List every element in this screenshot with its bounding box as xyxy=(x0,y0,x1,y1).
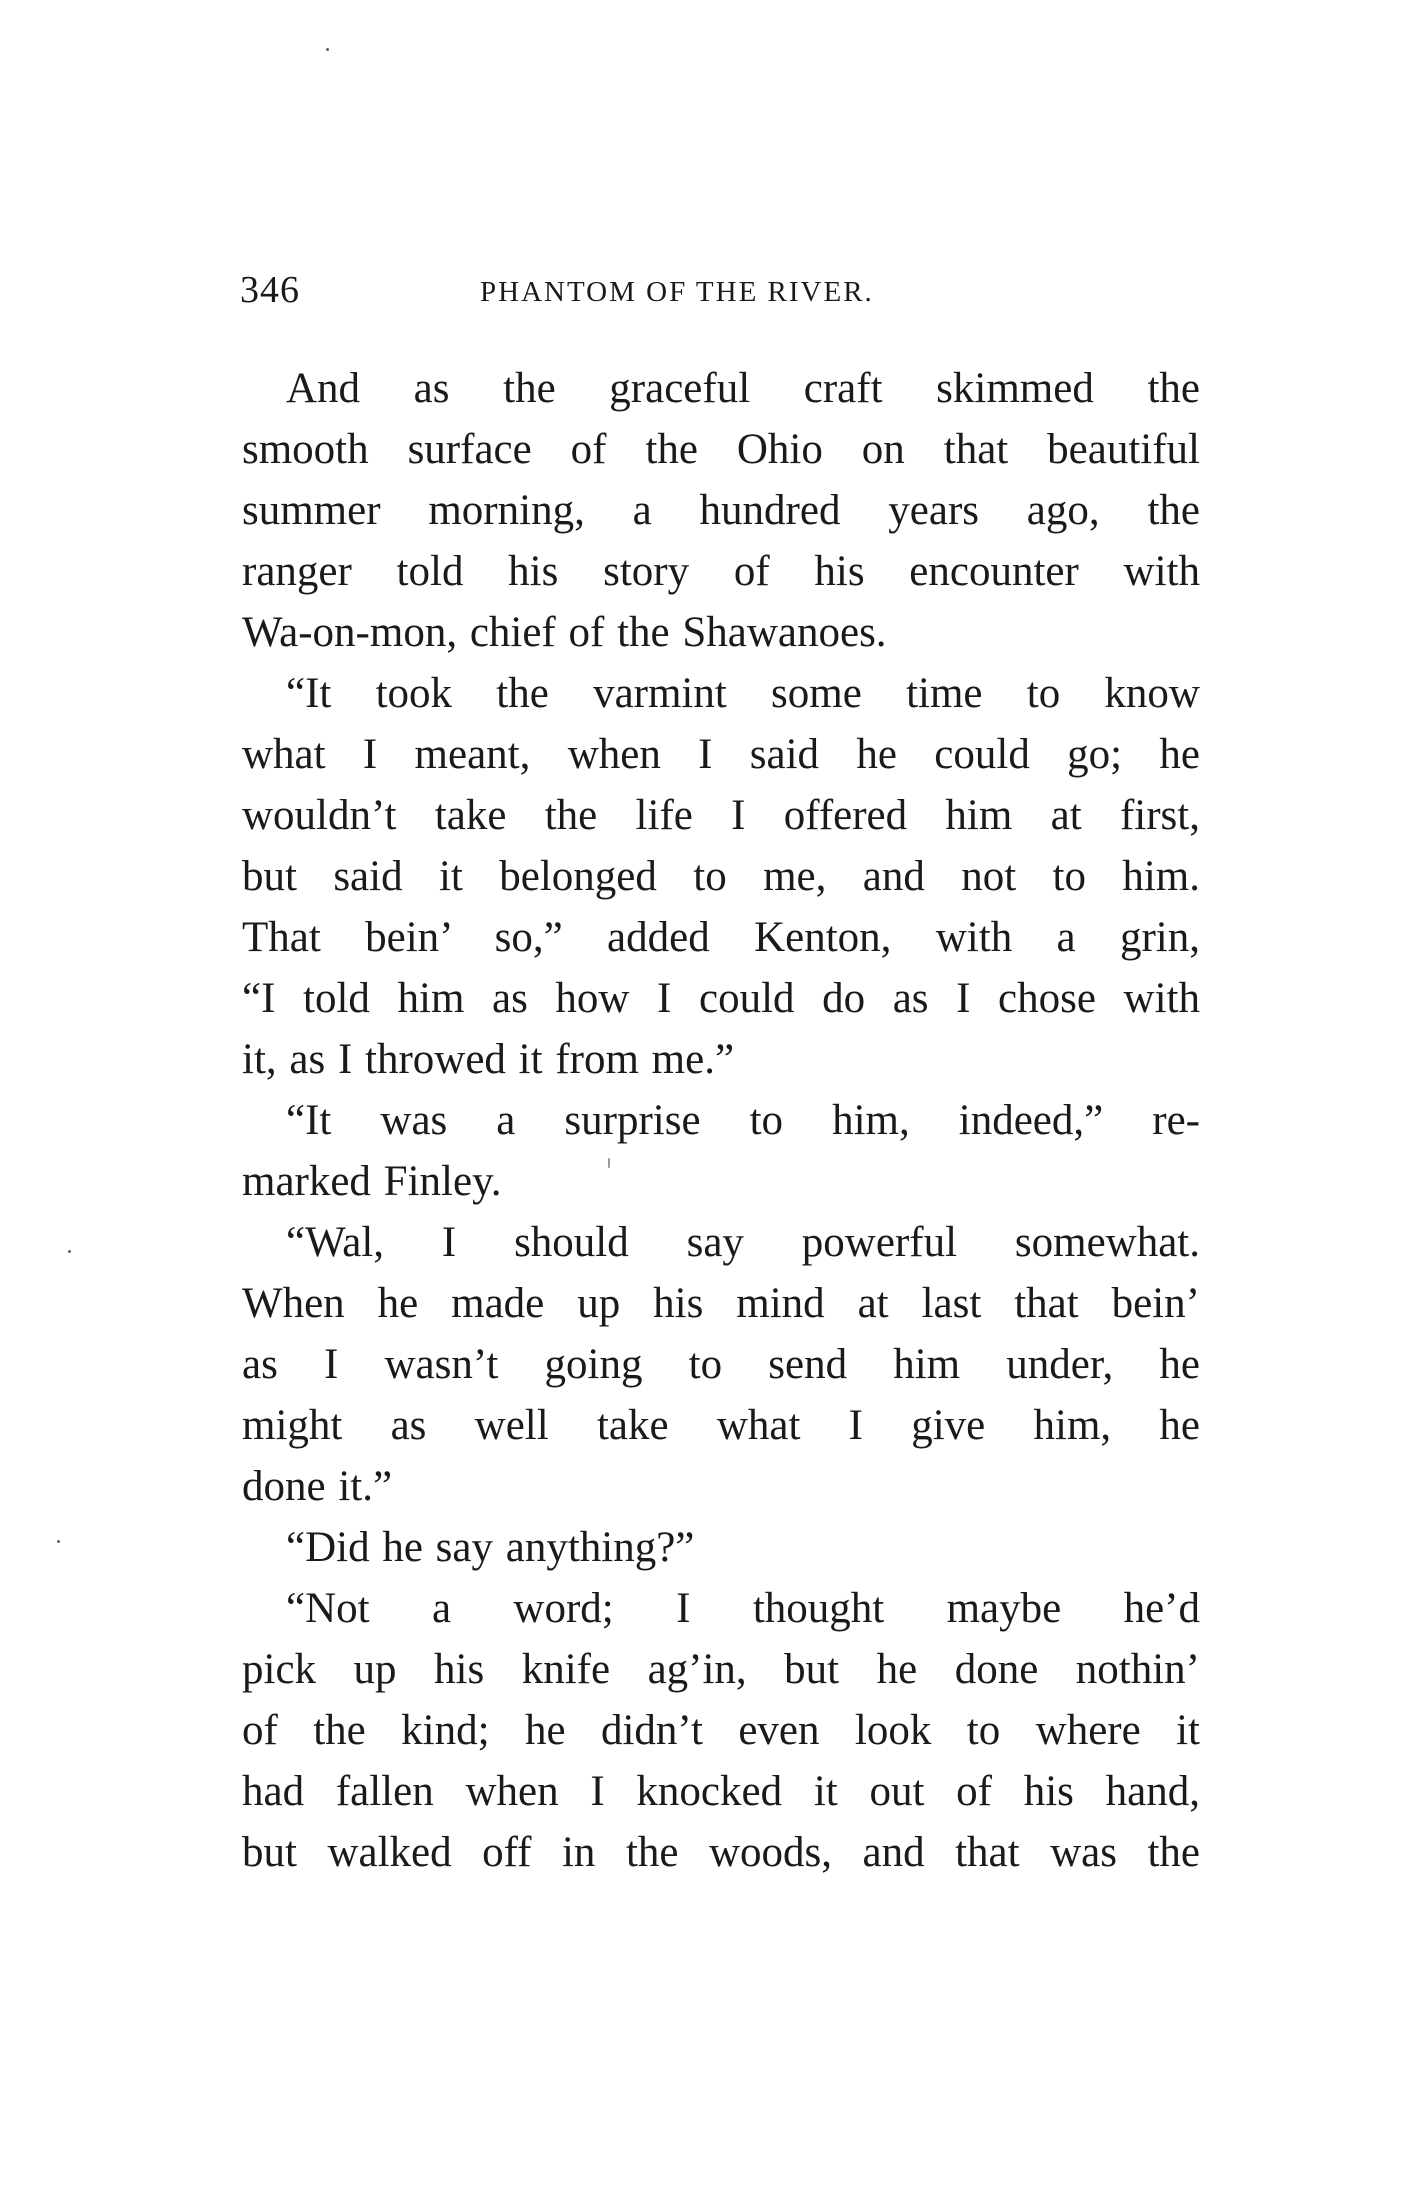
text-line: as I wasn’t going to send him under, he xyxy=(242,1341,1200,1388)
text-line: And as the graceful craft skimmed the xyxy=(286,365,1200,412)
paper-speck xyxy=(57,1540,60,1543)
text-line: but said it belonged to me, and not to him. xyxy=(242,853,1200,900)
text-line: “Wal, I should say powerful somewhat. xyxy=(286,1219,1200,1266)
text-line: “I told him as how I could do as I chose with xyxy=(242,975,1200,1022)
text-line: smooth surface of the Ohio on that beautiful xyxy=(242,426,1200,473)
running-head xyxy=(240,268,1200,318)
text-line: That bein’ so,” added Kenton, with a grin, xyxy=(242,914,1200,961)
text-line: “It was a surprise to him, indeed,” re- xyxy=(286,1097,1200,1144)
text-line: “Did he say anything?” xyxy=(286,1524,695,1571)
text-line: had fallen when I knocked it out of his hand, xyxy=(242,1768,1200,1815)
page-number: 346 xyxy=(240,269,300,311)
text-line: ranger told his story of his encounter with xyxy=(242,548,1200,595)
text-line: “Not a word; I thought maybe he’d xyxy=(286,1585,1200,1632)
paper-speck xyxy=(326,48,329,51)
body-text xyxy=(242,358,1200,1883)
text-line: might as well take what I give him, he xyxy=(242,1402,1200,1449)
text-line: When he made up his mind at last that bein’ xyxy=(242,1280,1200,1327)
text-line: pick up his knife ag’in, but he done nothin’ xyxy=(242,1646,1200,1693)
text-line: what I meant, when I said he could go; he xyxy=(242,731,1200,778)
text-line: Wa-on-mon, chief of the Shawanoes. xyxy=(242,609,887,656)
running-title: PHANTOM OF THE RIVER. xyxy=(480,276,874,308)
text-line: done it.” xyxy=(242,1463,393,1510)
text-line: of the kind; he didn’t even look to where it xyxy=(242,1707,1200,1754)
text-line: summer morning, a hundred years ago, the xyxy=(242,487,1200,534)
paper-speck xyxy=(68,1250,71,1253)
text-line: but walked off in the woods, and that was the xyxy=(242,1829,1200,1876)
text-line: it, as I throwed it from me.” xyxy=(242,1036,735,1083)
text-line: “It took the varmint some time to know xyxy=(286,670,1200,717)
text-line: wouldn’t take the life I offered him at first, xyxy=(242,792,1200,839)
paper-speck xyxy=(608,1158,610,1168)
text-line: marked Finley. xyxy=(242,1158,502,1205)
